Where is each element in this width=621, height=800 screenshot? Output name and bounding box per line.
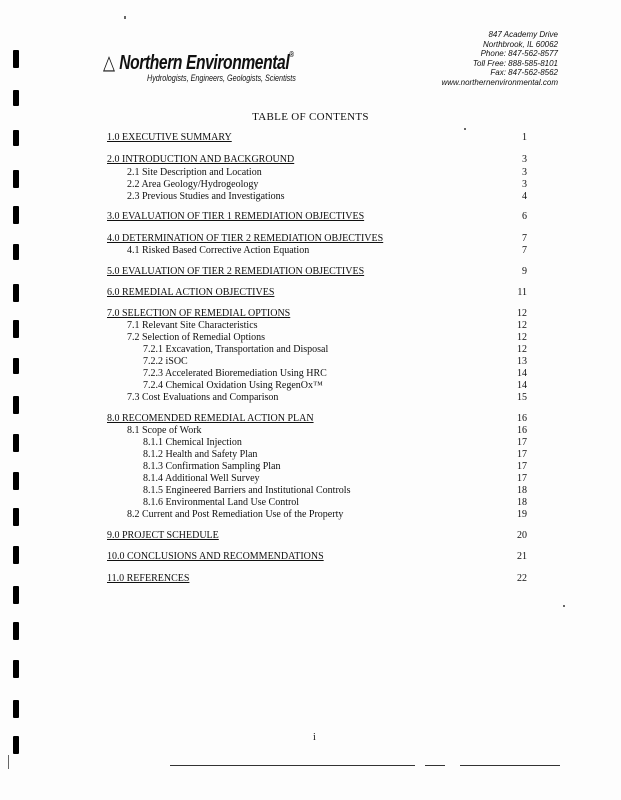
binding-mark <box>13 206 19 224</box>
toc-section: 5.0 EVALUATION OF TIER 2 REMEDIATION OBJECTIVES 9 <box>107 266 527 277</box>
toc-subsection: 7.2 Selection of Remedial Options 12 <box>127 332 527 343</box>
toc-subsubsection: 7.2.4 Chemical Oxidation Using RegenOx™ 14 <box>143 380 527 391</box>
address-phone: Phone: 847-562-8577 <box>480 49 558 58</box>
binding-mark <box>13 130 19 146</box>
toc-section: 2.0 INTRODUCTION AND BACKGROUND 3 <box>107 154 527 165</box>
toc-subsubsection: 8.1.1 Chemical Injection 17 <box>143 437 527 448</box>
toc-subsection: 2.1 Site Description and Location 3 <box>127 167 527 178</box>
scan-line <box>425 765 445 766</box>
binding-mark <box>13 472 19 490</box>
scan-line <box>170 765 415 766</box>
toc-subsubsection: 8.1.4 Additional Well Survey 17 <box>143 473 527 484</box>
toc-subsubsection: 7.2.1 Excavation, Transportation and Disposal 12 <box>143 344 527 355</box>
scan-speck <box>124 16 126 19</box>
toc-section: 7.0 SELECTION OF REMEDIAL OPTIONS 12 <box>107 308 527 319</box>
binding-mark <box>13 736 19 754</box>
scan-speck <box>464 128 466 130</box>
address-website: www.northernenvironmental.com <box>441 77 558 87</box>
triangle-logo-icon: △ <box>103 52 115 74</box>
binding-mark <box>13 586 19 604</box>
toc-subsection: 4.1 Risked Based Corrective Action Equation 7 <box>127 245 527 256</box>
binding-mark <box>13 396 19 414</box>
toc-subsection: 8.2 Current and Post Remediation Use of the Property 19 <box>127 509 527 520</box>
binding-mark <box>13 508 19 526</box>
toc-subsubsection: 7.2.2 iSOC 13 <box>143 356 527 367</box>
binding-mark <box>13 660 19 678</box>
toc-section: 6.0 REMEDIAL ACTION OBJECTIVES 11 <box>107 287 527 298</box>
toc-section: 1.0 EXECUTIVE SUMMARY 1 <box>107 132 527 143</box>
toc-section: 11.0 REFERENCES 22 <box>107 573 527 584</box>
page-number: i <box>313 732 316 743</box>
toc-subsection: 7.1 Relevant Site Characteristics 12 <box>127 320 527 331</box>
toc-subsubsection: 8.1.3 Confirmation Sampling Plan 17 <box>143 461 527 472</box>
company-address <box>442 30 559 87</box>
binding-mark <box>13 320 19 338</box>
address-toll-free: Toll Free: 888-585-8101 <box>472 58 558 68</box>
registered-mark: ® <box>289 50 294 59</box>
company-logo <box>103 50 347 83</box>
binding-mark <box>13 90 19 106</box>
toc-section: 9.0 PROJECT SCHEDULE 20 <box>107 530 527 541</box>
binding-mark <box>13 546 19 564</box>
toc-subsubsection: 8.1.6 Environmental Land Use Control 18 <box>143 497 527 508</box>
binding-mark <box>13 700 19 718</box>
toc-subsubsection: 8.1.5 Engineered Barriers and Institutional Controls 18 <box>143 485 527 496</box>
binding-mark <box>13 434 19 452</box>
toc-subsection: 8.1 Scope of Work 16 <box>127 425 527 436</box>
toc-subsubsection: 8.1.2 Health and Safety Plan 17 <box>143 449 527 460</box>
binding-mark <box>13 170 19 188</box>
binding-mark <box>13 244 19 260</box>
company-tagline: Hydrologists, Engineers, Geologists, Scientists <box>147 73 296 83</box>
company-name: Northern Environmental <box>119 52 290 74</box>
toc-title: TABLE OF CONTENTS <box>252 111 369 123</box>
binding-mark <box>13 358 19 374</box>
toc-section: 10.0 CONCLUSIONS AND RECOMMENDATIONS 21 <box>107 551 527 562</box>
binding-mark <box>13 284 19 302</box>
toc-section: 8.0 RECOMENDED REMEDIAL ACTION PLAN 16 <box>107 413 527 424</box>
scan-line <box>460 765 560 766</box>
toc-subsection: 7.3 Cost Evaluations and Comparison 15 <box>127 392 527 403</box>
address-line: 847 Academy Drive <box>488 30 558 39</box>
toc-subsubsection: 7.2.3 Accelerated Bioremediation Using HRC 14 <box>143 368 527 379</box>
scan-speck <box>8 755 9 769</box>
toc-section: 3.0 EVALUATION OF TIER 1 REMEDIATION OBJECTIVES 6 <box>107 211 527 222</box>
scan-speck <box>563 605 565 607</box>
address-line: Northbrook, IL 60062 <box>482 39 558 49</box>
binding-mark <box>13 50 19 68</box>
toc-subsection: 2.2 Area Geology/Hydrogeology 3 <box>127 179 527 190</box>
toc-section: 4.0 DETERMINATION OF TIER 2 REMEDIATION OBJECTIVES 7 <box>107 233 527 244</box>
toc-subsection: 2.3 Previous Studies and Investigations 4 <box>127 191 527 202</box>
binding-mark <box>13 622 19 640</box>
address-fax: Fax: 847-562-8562 <box>490 68 558 77</box>
